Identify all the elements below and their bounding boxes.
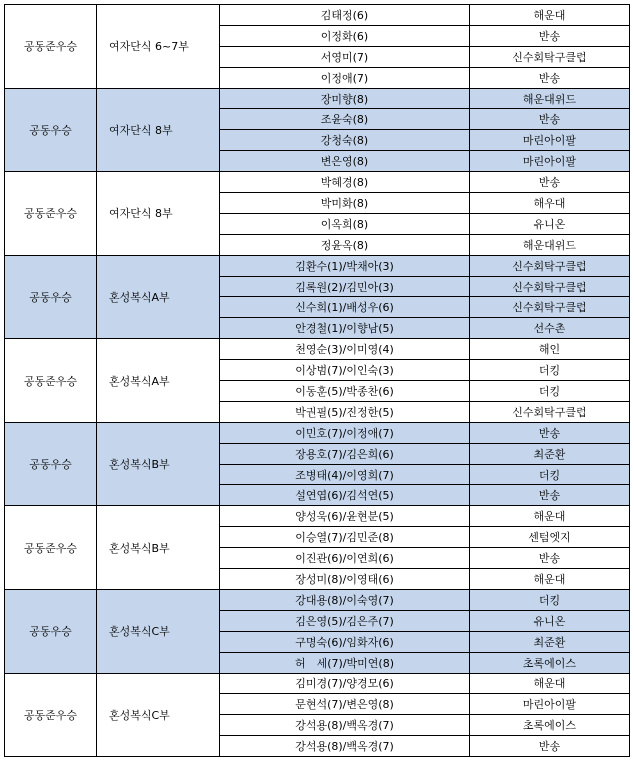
player-cell: 박미화(8) — [220, 193, 470, 214]
club-cell: 해운대위드 — [470, 234, 630, 255]
club-cell: 신수회탁구클럽 — [470, 46, 630, 67]
rank-cell: 공동우승 — [5, 589, 97, 673]
player-cell: 박권필(5)/진정한(5) — [220, 401, 470, 422]
club-cell: 더킹 — [470, 360, 630, 381]
rank-cell: 공동준우승 — [5, 5, 97, 89]
table-row — [5, 88, 630, 109]
club-cell: 최준환 — [470, 443, 630, 464]
player-cell: 이정화(6) — [220, 25, 470, 46]
club-cell: 반송 — [470, 67, 630, 88]
division-cell: 혼성복식A부 — [97, 339, 220, 423]
club-cell: 더킹 — [470, 589, 630, 610]
rank-cell: 공동우승 — [5, 422, 97, 506]
player-cell: 구명숙(6)/임화자(6) — [220, 631, 470, 652]
club-cell: 해운대 — [470, 506, 630, 527]
club-cell: 유니온 — [470, 610, 630, 631]
rank-cell: 공동우승 — [5, 88, 97, 172]
division-cell: 여자단식 6~7부 — [97, 5, 220, 89]
player-cell: 안경철(1)/이향남(5) — [220, 318, 470, 339]
player-cell: 설연엽(6)/김석연(5) — [220, 485, 470, 506]
club-cell: 반송 — [470, 172, 630, 193]
player-cell: 신수희(1)/배성우(6) — [220, 297, 470, 318]
results-table — [4, 4, 630, 757]
rank-cell: 공동준우승 — [5, 506, 97, 590]
table-row — [5, 673, 630, 694]
club-cell: 최준환 — [470, 631, 630, 652]
player-cell: 이정애(7) — [220, 67, 470, 88]
player-cell: 이민호(7)/이정애(7) — [220, 422, 470, 443]
division-cell: 혼성복식A부 — [97, 255, 220, 339]
player-cell: 강석용(8)/백옥경(7) — [220, 715, 470, 736]
club-cell: 마린아이팔 — [470, 694, 630, 715]
club-cell: 해운대 — [470, 5, 630, 26]
player-cell: 양성욱(6)/윤현분(5) — [220, 506, 470, 527]
club-cell: 해운대 — [470, 569, 630, 590]
table-row — [5, 589, 630, 610]
club-cell: 반송 — [470, 25, 630, 46]
player-cell: 김록원(2)/김민아(3) — [220, 276, 470, 297]
club-cell: 해운대위드 — [470, 88, 630, 109]
player-cell: 정윤옥(8) — [220, 234, 470, 255]
player-cell: 조병태(4)/이영희(7) — [220, 464, 470, 485]
division-cell: 혼성복식C부 — [97, 673, 220, 757]
table-row — [5, 5, 630, 26]
player-cell: 김미경(7)/양경모(6) — [220, 673, 470, 694]
division-cell: 혼성복식C부 — [97, 589, 220, 673]
rank-cell: 공동준우승 — [5, 339, 97, 423]
club-cell: 신수회탁구클럽 — [470, 297, 630, 318]
rank-cell: 공동준우승 — [5, 673, 97, 757]
club-cell: 반송 — [470, 422, 630, 443]
table-row — [5, 255, 630, 276]
club-cell: 유니온 — [470, 213, 630, 234]
table-row — [5, 506, 630, 527]
club-cell: 마린아이팔 — [470, 130, 630, 151]
club-cell: 해우대 — [470, 193, 630, 214]
player-cell: 강석용(8)/백옥경(7) — [220, 736, 470, 757]
club-cell: 해인 — [470, 339, 630, 360]
player-cell: 문현석(7)/변은영(8) — [220, 694, 470, 715]
player-cell: 강대용(8)/이숙영(7) — [220, 589, 470, 610]
club-cell: 반송 — [470, 485, 630, 506]
player-cell: 김환수(1)/박채아(3) — [220, 255, 470, 276]
division-cell: 혼성복식B부 — [97, 422, 220, 506]
player-cell: 조윤숙(8) — [220, 109, 470, 130]
player-cell: 김은영(5)/김은주(7) — [220, 610, 470, 631]
rank-cell: 공동우승 — [5, 255, 97, 339]
player-cell: 천영순(3)/이미영(4) — [220, 339, 470, 360]
club-cell: 더킹 — [470, 464, 630, 485]
club-cell: 반송 — [470, 109, 630, 130]
club-cell: 선수촌 — [470, 318, 630, 339]
player-cell: 허 세(7)/박미연(8) — [220, 652, 470, 673]
player-cell: 김태정(6) — [220, 5, 470, 26]
club-cell: 초록에이스 — [470, 715, 630, 736]
player-cell: 강청숙(8) — [220, 130, 470, 151]
club-cell: 반송 — [470, 548, 630, 569]
division-cell: 여자단식 8부 — [97, 172, 220, 256]
club-cell: 해운대 — [470, 673, 630, 694]
rank-cell: 공동준우승 — [5, 172, 97, 256]
table-row — [5, 172, 630, 193]
player-cell: 이옥희(8) — [220, 213, 470, 234]
player-cell: 이동훈(5)/박종찬(6) — [220, 381, 470, 402]
player-cell: 이상범(7)/이인숙(3) — [220, 360, 470, 381]
results-body — [5, 5, 630, 757]
club-cell: 센텀엣지 — [470, 527, 630, 548]
player-cell: 이진관(6)/이연희(6) — [220, 548, 470, 569]
player-cell: 서영미(7) — [220, 46, 470, 67]
division-cell: 여자단식 8부 — [97, 88, 220, 172]
player-cell: 장성미(8)/이영태(6) — [220, 569, 470, 590]
club-cell: 신수회탁구클럽 — [470, 276, 630, 297]
table-row — [5, 422, 630, 443]
club-cell: 반송 — [470, 736, 630, 757]
club-cell: 신수회탁구클럽 — [470, 255, 630, 276]
club-cell: 마린아이팔 — [470, 151, 630, 172]
division-cell: 혼성복식B부 — [97, 506, 220, 590]
player-cell: 장미향(8) — [220, 88, 470, 109]
player-cell: 변은영(8) — [220, 151, 470, 172]
club-cell: 더킹 — [470, 381, 630, 402]
player-cell: 이승열(7)/김민준(8) — [220, 527, 470, 548]
club-cell: 초록에이스 — [470, 652, 630, 673]
club-cell: 신수회탁구클럽 — [470, 401, 630, 422]
player-cell: 장용호(7)/김은희(6) — [220, 443, 470, 464]
player-cell: 박혜경(8) — [220, 172, 470, 193]
table-row — [5, 339, 630, 360]
